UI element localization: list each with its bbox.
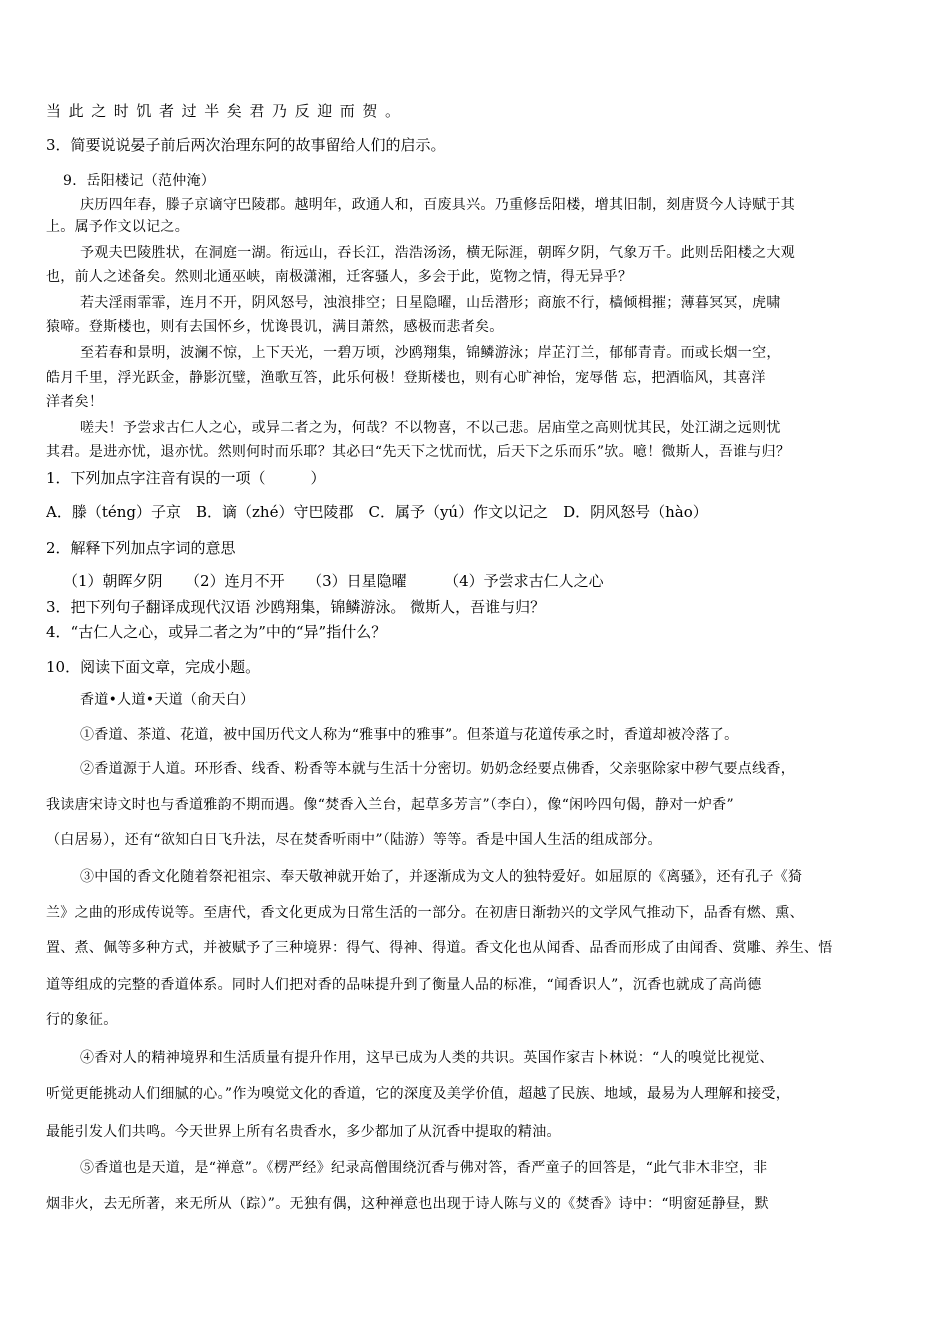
text-line: 置、煮、佩等多种方式，并被赋予了三种境界：得气、得神、得道。香文化也从闻香、品香而形成了由闻香、赏雕、养生、悟 (46, 940, 833, 956)
text-line: 我读唐宋诗文时也与香道雅韵不期而遇。像“焚香入兰台，起草多芳言”（李白），像“闲吟四句偈，静对一炉香” (46, 797, 734, 813)
text-line: 最能引发人们共鸣。今天世界上所有名贵香水，多少都加了从沉香中提取的精油。 (46, 1124, 561, 1140)
text-line: 皓月千里，浮光跃金，静影沉璧，渔歌互答，此乐何极！登斯楼也，则有心旷神怡，宠辱偕 忘，把酒临风，其喜洋 (46, 370, 766, 386)
text-line: 洋者矣！ (46, 394, 104, 410)
text-line: 若夫淫雨霏霏，连月不开，阴风怒号，浊浪排空；日星隐曜，山岳潜形；商旅不行，樯倾楫摧；薄暮冥冥，虎啸 (80, 295, 781, 311)
text-line: 当此之时饥者过半矣君乃反迎而贺。 (46, 102, 408, 120)
text-line: 听觉更能挑动人们细腻的心。”作为嗅觉文化的香道，它的深度及美学价值，超越了民族、地域，最易为人理解和接受， (46, 1086, 791, 1102)
paragraph-2: ②香道源于人道。环形香、线香、粉香等本就与生活十分密切。奶奶念经要点佛香，父亲驱除家中秽气要点线香， (80, 761, 795, 777)
question-2-items: （1）朝晖夕阴 （2）连月不开 （3）日星隐曜 （4）予尝求古仁人之心 (63, 572, 604, 590)
paragraph-4: ④香对人的精神境界和生活质量有提升作用，这早已成为人类的共识。英国作家吉卜林说：“人的嗅觉比视觉、 (80, 1050, 774, 1066)
text-line: 行的象征。 (46, 1012, 118, 1028)
text-line: 也，前人之述备矣。然则北通巫峡，南极潇湘，迁客骚人，多会于此，览物之情，得无异乎？ (46, 269, 633, 285)
question-4: 4．“古仁人之心，或异二者之为”中的“异”指什么？ (46, 623, 387, 641)
paragraph-3: ③中国的香文化随着祭祀祖宗、奉天敬神就开始了，并逐渐成为文人的独特爱好。如屈原的《离骚》，还有孔子《猗 (80, 869, 803, 885)
text-line: 兰》之曲的形成传说等。至唐代，香文化更成为日常生活的一部分。在初唐日渐勃兴的文学风气推动下，品香有燃、熏、 (46, 905, 804, 921)
text-line: 烟非火，去无所著，来无所从（踪）”。无独有偶，这种禅意也出现于诗人陈与义的《焚香》诗中：“明窗延静昼，默 (46, 1196, 769, 1212)
question-1-options: A．滕（téng）子京 B．谪（zhé）守巴陵郡 C．属予（yú）作文以记之 D．阴风怒号（hào） (46, 503, 708, 521)
text-line: 庆历四年春，滕子京谪守巴陵郡。越明年，政通人和，百废具兴。乃重修岳阳楼，增其旧制，刻唐贤今人诗赋于其 (80, 197, 795, 213)
text-line: 嗟夫！予尝求古仁人之心，或异二者之为，何哉？不以物喜，不以己悲。居庙堂之高则忧其民，处江湖之远则忧 (80, 420, 781, 436)
text-line: 予观夫巴陵胜状，在洞庭一湖。衔远山，吞长江，浩浩汤汤，横无际涯，朝晖夕阴，气象万千。此则岳阳楼之大观 (80, 245, 795, 261)
text-line: 其君。是进亦忧，退亦忧。然则何时而乐耶？其必曰“先天下之忧而忧，后天下之乐而乐”欤。噫！微斯人，吾谁与归？ (46, 444, 791, 460)
text-line: 至若春和景明，波澜不惊，上下天光，一碧万顷，沙鸥翔集，锦鳞游泳；岸芷汀兰，郁郁青青。而或长烟一空， (80, 345, 781, 361)
question-1: 1．下列加点字注音有误的一项（ ） (46, 469, 326, 487)
question-10: 10．阅读下面文章，完成小题。 (46, 658, 261, 676)
question-3: 3．把下列句子翻译成现代汉语 沙鸥翔集，锦鳞游泳。 微斯人，吾谁与归？ (46, 598, 546, 616)
text-line: （白居易），还有“欲知白日飞升法，尽在焚香听雨中”（陆游）等等。香是中国人生活的组成部分。 (46, 832, 662, 848)
text-line: 上。属予作文以记之。 (46, 219, 189, 235)
paragraph-5: ⑤香道也是天道，是“禅意”。《楞严经》纪录高僧围绕沉香与佛对答，香严童子的回答是，“此气非木非空，非 (80, 1160, 768, 1176)
text-line: 猿啼。登斯楼也，则有去国怀乡，忧谗畏讥，满目萧然，感极而悲者矣。 (46, 319, 504, 335)
text-line: 道等组成的完整的香道体系。同时人们把对香的品味提升到了衡量人品的标准，“闻香识人”，沉香也就成了高尚德 (46, 977, 762, 993)
article-title: 香道•人道•天道（俞天白） (80, 692, 255, 708)
passage-title: 9．岳阳楼记（范仲淹） (63, 173, 216, 189)
question-3: 3．简要说说晏子前后两次治理东阿的故事留给人们的启示。 (46, 136, 446, 154)
question-2: 2．解释下列加点字词的意思 (46, 539, 236, 557)
paragraph-1: ①香道、茶道、花道，被中国历代文人称为“雅事中的雅事”。但茶道与花道传承之时，香道却被冷落了。 (80, 727, 739, 743)
